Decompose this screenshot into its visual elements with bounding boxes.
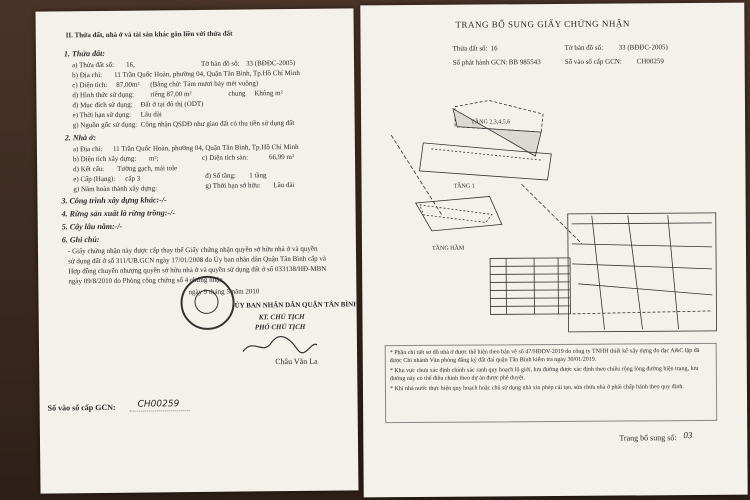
label: b) Địa chỉ: [72,70,103,80]
supplement-page-number: 03 [683,430,693,441]
kt-title: KT. CHỦ TỊCH [258,312,305,322]
certificate-page-left [35,8,358,493]
section-4: 4. Rừng sản xuất là rừng trồng:-/- [61,208,176,219]
book-number-label: Số vào sổ cấp GCN: [47,402,116,413]
note-line: * Khu vực chưa xác định chính xác ranh quy hoạch lộ giới, lưu đường được xác định theo chiều rộng lòng đường hiện trạng, lưu đường này có thể điều chỉnh theo dự án được phê duyệt. [389,365,699,383]
value: Tường gạch, mái tole [117,164,178,173]
label: a) Địa chỉ: [72,144,103,154]
label: chung [228,89,246,98]
label: g) Thời hạn sở hữu: [205,181,261,190]
value: 1 tầng [249,171,267,180]
issue-date: ngày 9 tháng 5 năm 2010 [188,287,260,297]
label: e) Thời hạn sử dụng: [72,110,131,120]
floor-label-ground: TẦNG 1 [453,183,475,190]
label: đ) Số tầng: [205,171,236,180]
official-seal [180,276,235,331]
value: Lâu dài [140,110,162,119]
notes-box [385,343,718,423]
section-3: 3. Công trình xây dựng khác:-/- [61,195,167,206]
serial-label: Số phát hành GCN: [452,58,508,67]
divider [130,410,190,412]
certificate-page-right [360,3,747,498]
label: d) Hình thức sử dụng: [72,90,135,100]
value: 33 (BĐĐC-2005) [245,58,296,68]
value: m²; [148,154,159,163]
note-line: - Giấy chứng nhận này được cấp thay thế Giấy chứng nhận quyền sở hữu nhà ở và quyền [67,244,318,256]
map-value: 33 (BĐĐC-2005) [618,43,668,52]
book-value: CH00259 [636,57,664,66]
label: đ) Mục đích sử dụng: [72,100,133,110]
section-6: 6. Ghi chú: [61,235,100,245]
label: c) Diện tích: [72,80,108,90]
value: (Bằng chữ: Tám mươi bảy mét vuông) [150,79,259,89]
value: Lâu dài [273,180,295,190]
map-label: Tờ bản đồ số: [564,43,604,52]
note-line: * Khi nhà nước thực hiện quy hoạch hoặc chủ sử dụng nhà xin phép cải tạo, sửa chữa nhà ở phải chấp hành theo quy định. [389,384,684,393]
value: Công nhận QSDĐ như giao đất có thu tiền sử dụng đất [140,118,295,129]
value: Không m² [254,89,283,98]
floor-label-upper: TẦNG 2,3,4,5,6 [471,119,511,126]
page-title: TRANG BỔ SUNG GIẤY CHỨNG NHẬN [455,18,630,30]
floor-plan-diagram [371,73,733,336]
signature [239,333,319,358]
value: cấp 3 [125,174,141,183]
lot-value: 16 [490,44,498,53]
land-heading: 1. Thửa đất: [63,48,105,59]
value: 11 Trần Quốc Hoàn, phường 04, Quận Tân Bình, Tp.Hồ Chí Minh [112,142,299,153]
label: d) Kết cấu: [73,164,105,174]
value: 66,99 m² [268,152,295,162]
floor-label-basement: TẦNG HẦM [431,245,465,252]
label: c) Diện tích sàn: [201,153,249,162]
vice-chair-title: PHÓ CHỦ TỊCH [254,322,306,332]
house-heading: 2. Nhà ở: [64,133,97,143]
lot-label: Thửa đất số: [452,44,488,53]
note-line: * Phần chỉ tiết sơ đồ nhà ở được thể hiện theo bản vẽ số 47/HĐDV-2019 do công ty TNHH thiết kế xây dựng đo đạc A&C lập đã được Chi nhánh Văn phòng đăng ký đất đai quận Tân Bình kiểm tra ngày 30/01/2019. [389,347,700,365]
value: 16, [126,60,135,69]
value: 11 Trần Quốc Hoàn, phường 04, Quận Tân Bình, Tp.Hồ Chí Minh [114,68,300,79]
label: a) Thửa đất số: [72,60,115,70]
book-number-handwritten: CH00259 [137,399,180,410]
label: g) Nguồn gốc sử dụng: [72,120,138,130]
label: b) Diện tích xây dựng: [72,154,137,164]
value: Đất ở tại đô thị (ODT) [140,99,204,109]
label: e) Cấp (Hạng): [73,174,116,184]
value: riêng 87,00 m² [150,90,192,99]
note-line: ngày 09/8/2010 do Phòng công chứng số 4 chứng nhận. [68,275,225,286]
section-title: II. Thửa đất, nhà ở và tài sản khác gắn liền với thửa đất [65,29,233,40]
issuing-authority: ỦY BAN NHÂN DÂN QUẬN TÂN BÌNH [234,300,359,310]
supplement-page-label: Trang bổ sung số: [619,433,677,443]
book-label: Số vào sổ cấp GCN: [564,57,622,66]
note-line: sử dụng đất ở số 311/UB.GCN ngày 17/01/2008 do Ủy ban nhân dân Quận Tân Bình cấp và [68,254,327,266]
section-5: 5. Cây lâu năm:-/- [61,221,123,232]
label: Tờ bản đồ số: [200,59,240,68]
signer-name: Châu Văn La [275,356,318,367]
note-line: Hợp đồng chuyển nhượng quyền sở hữu nhà ở và quyền sử dụng đất ở số 033138/HĐ-MBN [68,264,327,276]
value: 87,00m² [116,80,140,89]
label: g) Năm hoàn thành xây dựng: [73,184,158,194]
serial-value: BB 985543 [508,58,541,67]
